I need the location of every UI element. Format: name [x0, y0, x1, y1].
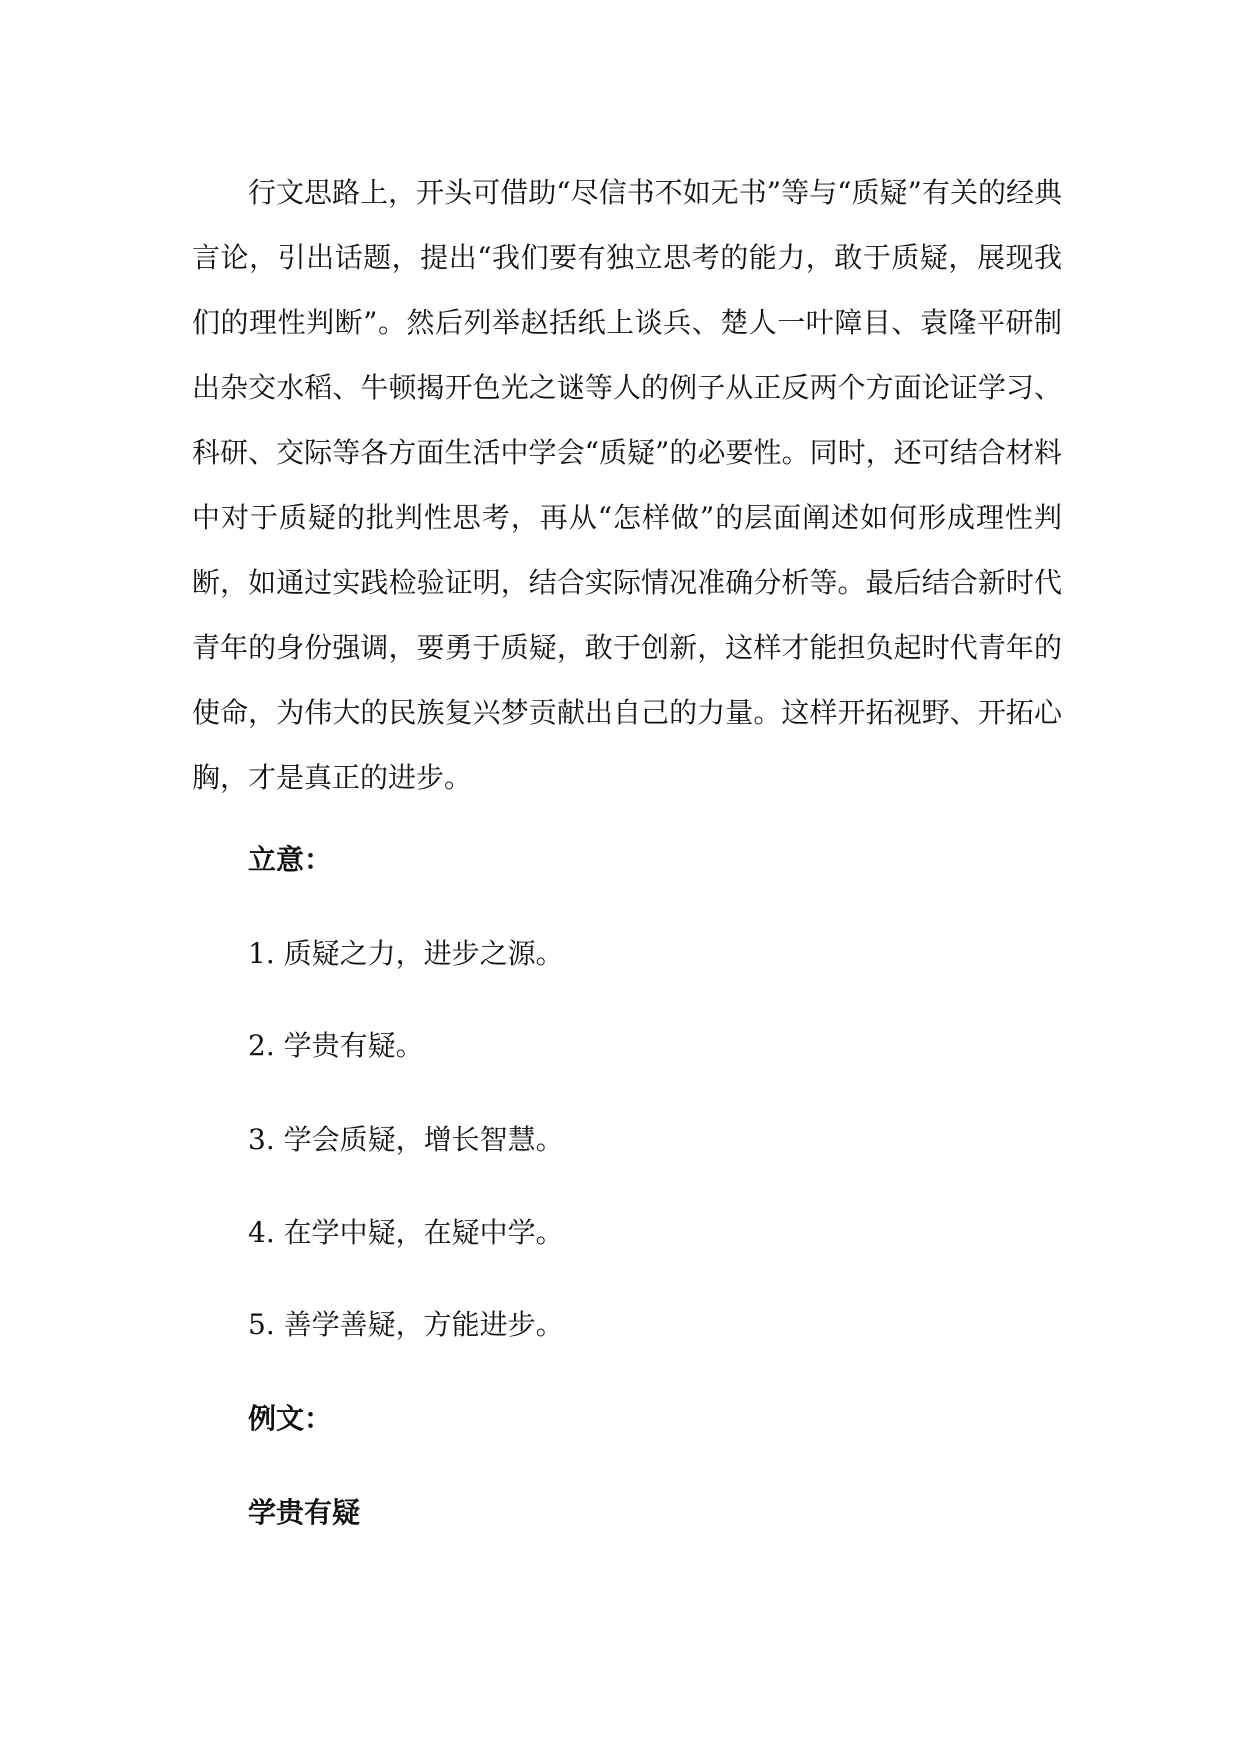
writing-approach-paragraph: 行文思路上，开头可借助“尽信书不如无书”等与“质疑”有关的经典言论，引出话题，提出“我们要有独立思考的能力，敢于质疑，展现我们的理性判断”。然后列举赵括纸上谈兵、楚人一叶障目、袁隆平研制出杂交水稻、牛顿揭开色光之谜等人的例子从正反两个方面论证学习、科研、交际等各方面生活中学会“质疑”的必要性。同时，还可结合材料中对于质疑的批判性思考，再从“怎样做”的层面阐述如何形成理性判断，如通过实践检验证明，结合实际情况准确分析等。最后结合新时代青年的身份强调，要勇于质疑，敢于创新，这样才能担负起时代青年的使命，为伟大的民族复兴梦贡献出自己的力量。这样开拓视野、开拓心胸，才是真正的进步。 [192, 176, 1062, 794]
theme-item-1: 1. 质疑之力，进步之源。 [248, 937, 564, 970]
essay-title: 学贵有疑 [248, 1496, 361, 1529]
theme-item-2: 2. 学贵有疑。 [248, 1029, 424, 1062]
theme-item-4: 4. 在学中疑，在疑中学。 [248, 1216, 564, 1249]
theme-heading: 立意： [248, 843, 333, 876]
theme-item-5: 5. 善学善疑，方能进步。 [248, 1308, 564, 1341]
example-heading: 例文： [248, 1402, 333, 1435]
theme-item-3: 3. 学会质疑，增长智慧。 [248, 1123, 564, 1156]
